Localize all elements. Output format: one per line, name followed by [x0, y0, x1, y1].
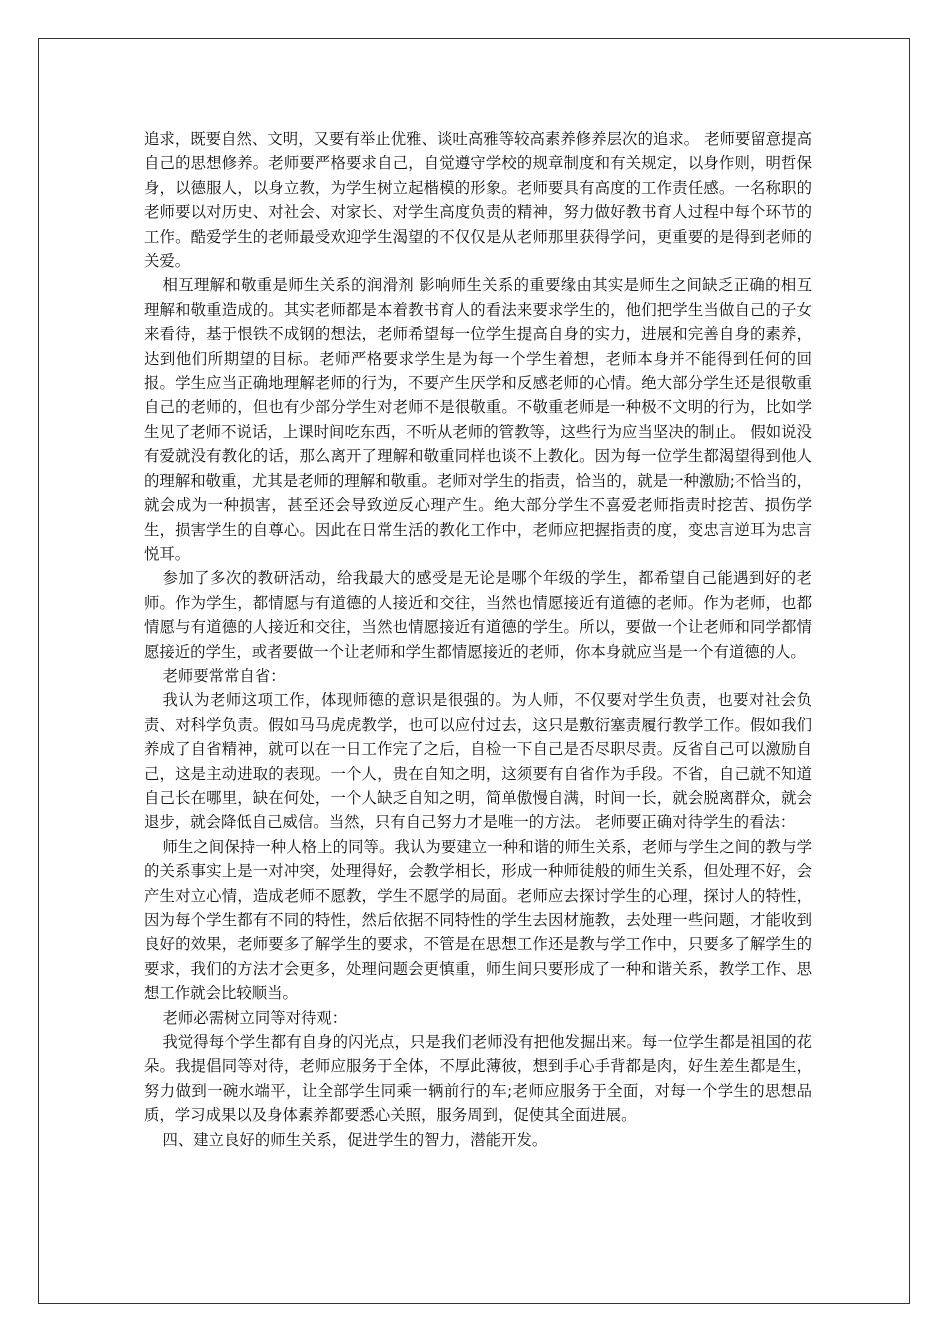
section-heading-equal-treatment: 老师必需树立同等对待观： [162, 1008, 348, 1027]
paragraph-3: 参加了多次的教研活动，给我最大的感受是无论是哪个年级的学生，都希望自己能遇到好的老师。作为学生，都情愿与有道德的人接近和交往，当然也情愿接近有道德的老师。作为老师，也都情愿与有道德的人接近和交往，当然也情愿接近有道德的学生。所以，要做一个让老师和同学都情愿接近的学生，或者要做一个让老师和学生都情愿接近的老师，你本身就应当是一个有道德的人。 [144, 569, 812, 661]
section-heading-four: 四、建立良好的师生关系，促进学生的智力，潜能开发。 [162, 1130, 548, 1149]
paragraph-1: 追求，既要自然、文明，又要有举止优雅、谈吐高雅等较高素养修养层次的追求。 老师要留意提高自己的思想修养。老师要严格要求自己，自觉遵守学校的规章制度和有关规定，以身作则，明哲保身，以德服人，以身立教，为学生树立起楷模的形象。老师要具有高度的工作责任感。一名称职的老师要以对历史、对社会、对家长、对学生高度负责的精神，努力做好教书育人过程中每个环节的工作。酷爱学生的老师最受欢迎学生渴望的不仅仅是从老师那里获得学问，更重要的是得到老师的关爱。 [144, 130, 812, 271]
paragraph-2: 相互理解和敬重是师生关系的润滑剂 影响师生关系的重要缘由其实是师生之间缺乏正确的相互理解和敬重造成的。其实老师都是本着教书育人的看法来要求学生的，他们把学生当做自己的子女来看待，基于恨铁不成钢的想法，老师希望每一位学生提高自身的实力，进展和完善自身的素养，达到他们所期望的目标。老师严格要求学生是为每一个学生着想，老师本身并不能得到任何的回报。学生应当正确地理解老师的行为，不要产生厌学和反感老师的心情。绝大部分学生还是很敬重自己的老师的，但也有少部分学生对老师不是很敬重。不敬重老师是一种极不文明的行为，比如学生见了老师不说话，上课时间吃东西，不听从老师的管教等，这些行为应当坚决的制止。 假如说没有爱就没有教化的话，那么离开了理解和敬重同样也谈不上教化。因为每一位学生都渴望得到他人的理解和敬重，尤其是老师的理解和敬重。老师对学生的指责，恰当的，就是一种激励;不恰当的，就会成为一种损害，甚至还会导致逆反心理产生。绝大部分学生不喜爱老师指责时挖苦、损伤学生，损害学生的自尊心。因此在日常生活的教化工作中，老师应把握指责的度，变忠言逆耳为忠言悦耳。 [144, 276, 812, 563]
paragraph-4: 我认为老师这项工作，体现师德的意识是很强的。为人师，不仅要对学生负责，也要对社会负责、对科学负责。假如马马虎虎教学，也可以应付过去，这只是敷衍塞责履行教学工作。假如我们养成了自省精神，就可以在一日工作完了之后，自检一下自己是否尽职尽责。反省自己可以激励自己，这是主动进取的表现。一个人，贵在自知之明，这须要有自省作为手段。不省，自己就不知道自己长在哪里，缺在何处，一个人缺乏自知之明，简单傲慢自满，时间一长，就会脱离群众，就会退步，就会降低自己威信。当然，只有自己努力才是唯一的方法。 老师要正确对待学生的看法： [144, 691, 812, 832]
section-heading-self-reflection: 老师要常常自省： [162, 666, 286, 685]
paragraph-5: 师生之间保持一种人格上的同等。我认为要建立一种和谐的师生关系，老师与学生之间的教与学的关系事实上是一对冲突，处理得好，会教学相长，形成一种师徒般的师生关系，但处理不好，会产生对立心情，造成老师不愿教，学生不愿学的局面。老师应去探讨学生的心理，探讨人的特性，因为每个学生都有不同的特性，然后依据不同特性的学生去因材施教，去处理一些问题，才能收到良好的效果，老师要多了解学生的要求，不管是在思想工作还是教与学工作中，只要多了解学生的要求，我们的方法才会更多，处理问题会更慎重，师生间只要形成了一种和谐关系，教学工作、思想工作就会比较顺当。 [144, 837, 812, 1003]
paragraph-6: 我觉得每个学生都有自身的闪光点，只是我们老师没有把他发掘出来。每一位学生都是祖国的花朵。我提倡同等对待，老师应服务于全体，不厚此薄彼，想到手心手背都是肉，好生差生都是生，努力做到一碗水端平，让全部学生同乘一辆前行的车;老师应服务于全面，对每一个学生的思想品质，学习成果以及身体素养都要悉心关照，服务周到，促使其全面进展。 [144, 1033, 812, 1125]
document-body [144, 127, 812, 1152]
